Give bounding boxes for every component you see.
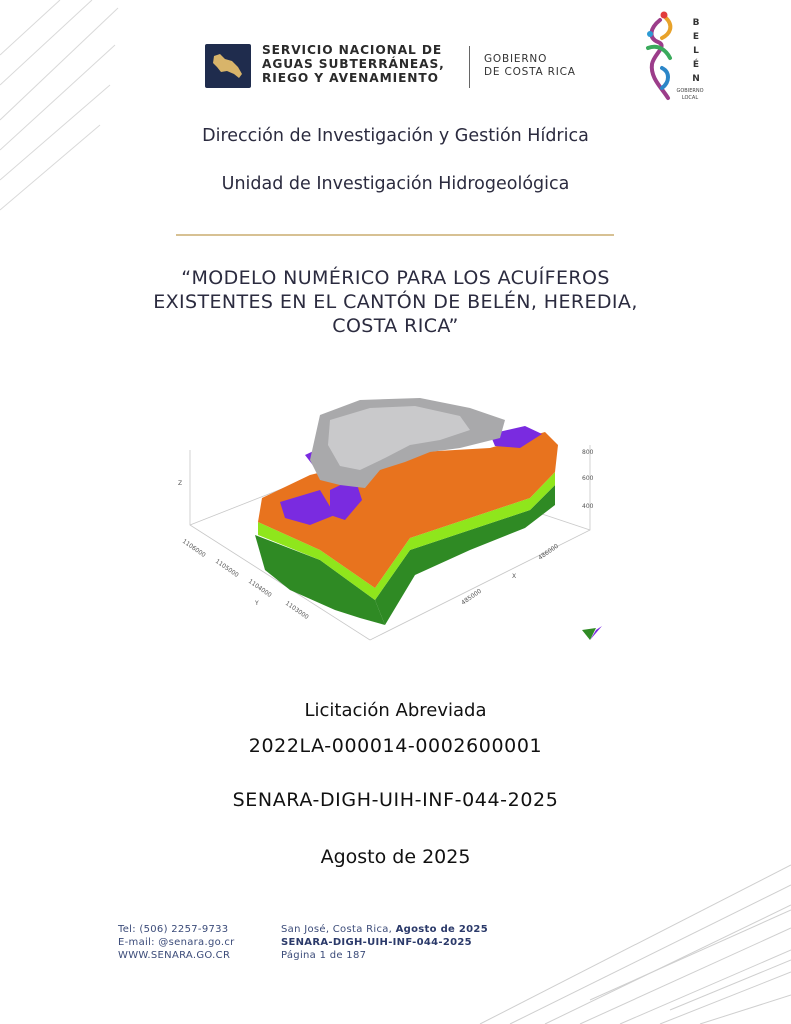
x-axis-label: X xyxy=(512,573,517,580)
z-tick: 400 xyxy=(582,503,594,510)
document-title xyxy=(0,266,791,338)
x-tick: 485000 xyxy=(460,587,483,607)
title-divider xyxy=(176,234,614,236)
belen-subtitle xyxy=(670,88,710,102)
z-tick: 800 xyxy=(582,449,594,456)
senara-line-3: RIEGO Y AVENAMIENTO xyxy=(262,71,439,85)
z-axis-label: Z xyxy=(178,480,183,487)
corner-lines-bottom-right xyxy=(470,850,791,1024)
licitacion-label: Licitación Abreviada xyxy=(304,700,487,721)
unidad-heading: Unidad de Investigación Hidrogeológica xyxy=(221,174,570,194)
header-divider xyxy=(469,46,470,88)
belen-letter: N xyxy=(692,74,700,84)
senara-logo xyxy=(205,44,251,88)
belen-sub-1: GOBIERNO xyxy=(676,88,704,94)
orientation-arrow-icon xyxy=(582,626,602,640)
footer-tel: Tel: (506) 2257-9733 xyxy=(118,924,229,935)
y-tick: 1105000 xyxy=(213,557,240,579)
gobierno-costa-rica xyxy=(484,53,576,79)
footer-location-prefix: San José, Costa Rica, xyxy=(281,924,396,935)
costa-rica-map-icon xyxy=(205,44,251,88)
title-line-1: “MODELO NUMÉRICO PARA LOS ACUÍFEROS xyxy=(181,267,610,289)
senara-line-2: AGUAS SUBTERRÁNEAS, xyxy=(262,57,445,71)
footer-email[interactable]: E-mail: @senara.go.cr xyxy=(118,937,235,948)
footer-page: Página 1 de 187 xyxy=(281,950,367,961)
gobierno-line-2: DE COSTA RICA xyxy=(484,66,576,78)
senara-name xyxy=(262,43,445,85)
footer-location xyxy=(281,923,488,936)
footer-location-date: Agosto de 2025 xyxy=(395,924,488,935)
belen-logo xyxy=(640,8,720,113)
belen-letter: É xyxy=(692,60,700,70)
belen-sub-2: LOCAL xyxy=(681,95,699,101)
title-line-2: EXISTENTES EN EL CANTÓN DE BELÉN, HEREDIA, xyxy=(153,291,638,313)
footer-document-info xyxy=(281,923,488,962)
footer-contact xyxy=(118,923,235,962)
y-axis-label: Y xyxy=(255,600,259,607)
y-tick: 1104000 xyxy=(246,577,273,599)
z-tick: 600 xyxy=(582,475,594,482)
footer-web[interactable]: WWW.SENARA.GO.CR xyxy=(118,950,231,961)
y-tick: 1103000 xyxy=(283,599,310,621)
direccion-heading: Dirección de Investigación y Gestión Hídrica xyxy=(202,126,589,146)
gobierno-line-1: GOBIERNO xyxy=(484,53,548,65)
senara-line-1: SERVICIO NACIONAL DE xyxy=(262,43,443,57)
licitacion-number: 2022LA-000014-0002600001 xyxy=(248,735,543,757)
belen-letter: B xyxy=(692,18,700,28)
title-line-3: COSTA RICA” xyxy=(332,315,459,337)
belen-letters xyxy=(691,16,701,86)
aquifer-model-figure xyxy=(170,390,610,650)
footer-code: SENARA-DIGH-UIH-INF-044-2025 xyxy=(281,937,472,948)
document-date: Agosto de 2025 xyxy=(320,846,471,868)
report-code: SENARA-DIGH-UIH-INF-044-2025 xyxy=(232,789,559,811)
y-tick: 1106000 xyxy=(180,537,207,559)
belen-letter: E xyxy=(692,32,700,42)
x-tick: 486000 xyxy=(537,542,560,562)
belen-letter: L xyxy=(693,46,699,56)
